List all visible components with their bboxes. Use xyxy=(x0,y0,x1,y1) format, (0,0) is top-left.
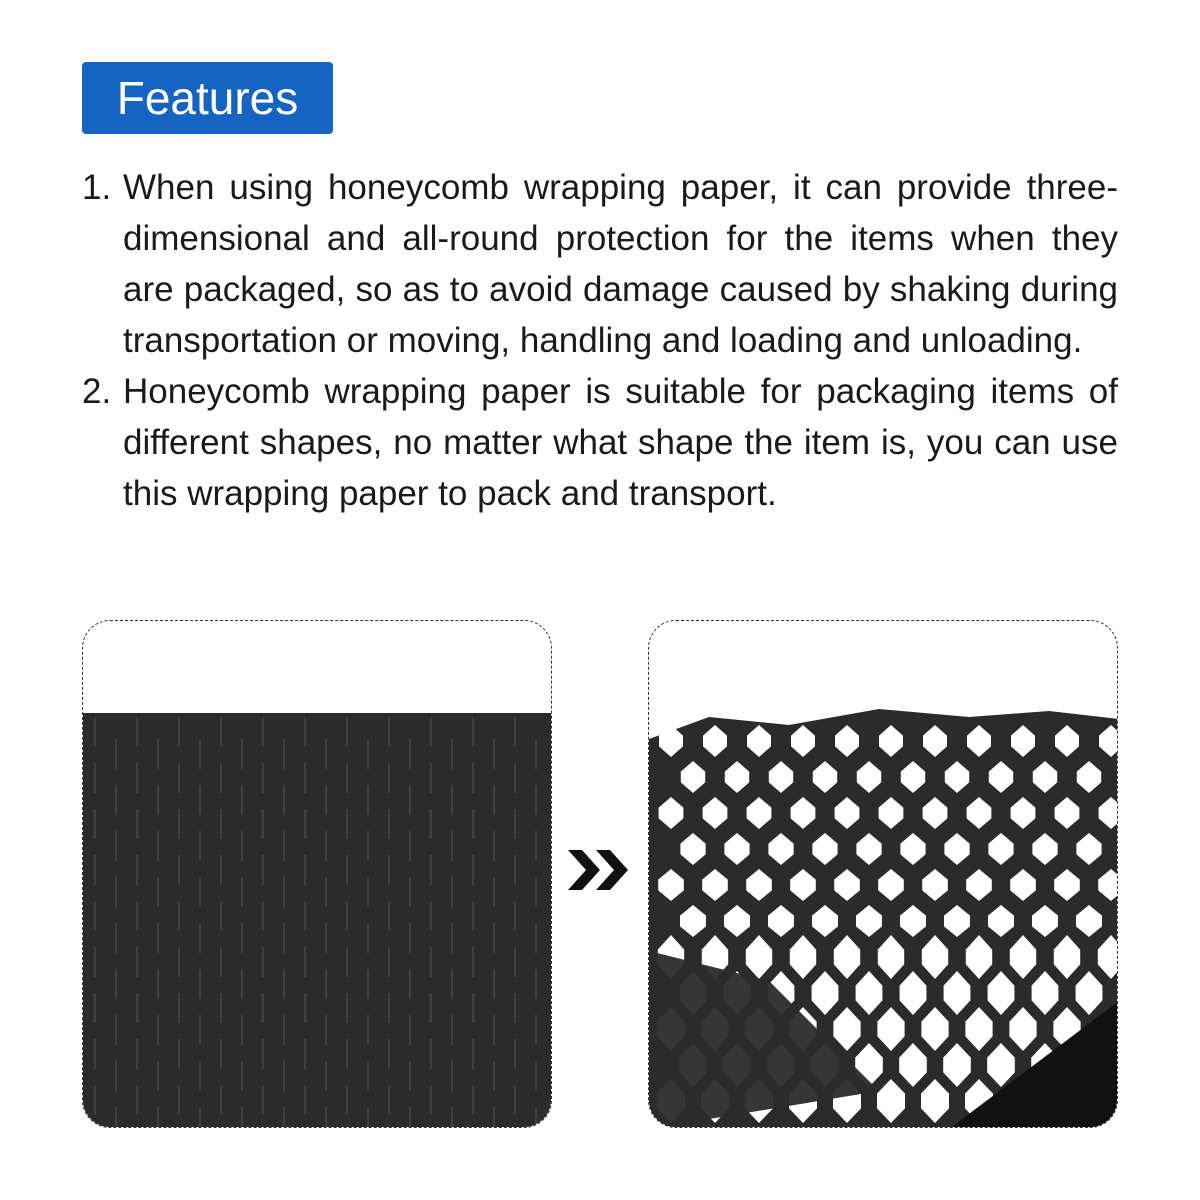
features-badge: Features xyxy=(82,62,333,134)
feature-text: When using honeycomb wrapping paper, it can provide three-dimensional and all-round protection for the items when they are packaged, so as to avoid damage caused by shaking during transportation or moving, handling and loading and unloading. xyxy=(123,168,1118,360)
double-chevron-right-icon xyxy=(566,848,634,897)
feature-item-1 xyxy=(82,162,1118,366)
feature-number: 1. xyxy=(82,168,112,207)
feature-text: Honeycomb wrapping paper is suitable for packaging items of different shapes, no matter what shape the item is, you can use this wrapping paper to pack and transport. xyxy=(123,372,1118,513)
feature-number: 2. xyxy=(82,372,112,411)
flat-paper-photo-panel xyxy=(82,620,552,1128)
honeycomb-paper-image xyxy=(649,621,1118,1128)
features-list xyxy=(82,162,1118,519)
expanded-honeycomb-photo-panel xyxy=(648,620,1118,1128)
feature-item-2 xyxy=(82,366,1118,519)
flat-paper-image xyxy=(83,621,552,1128)
